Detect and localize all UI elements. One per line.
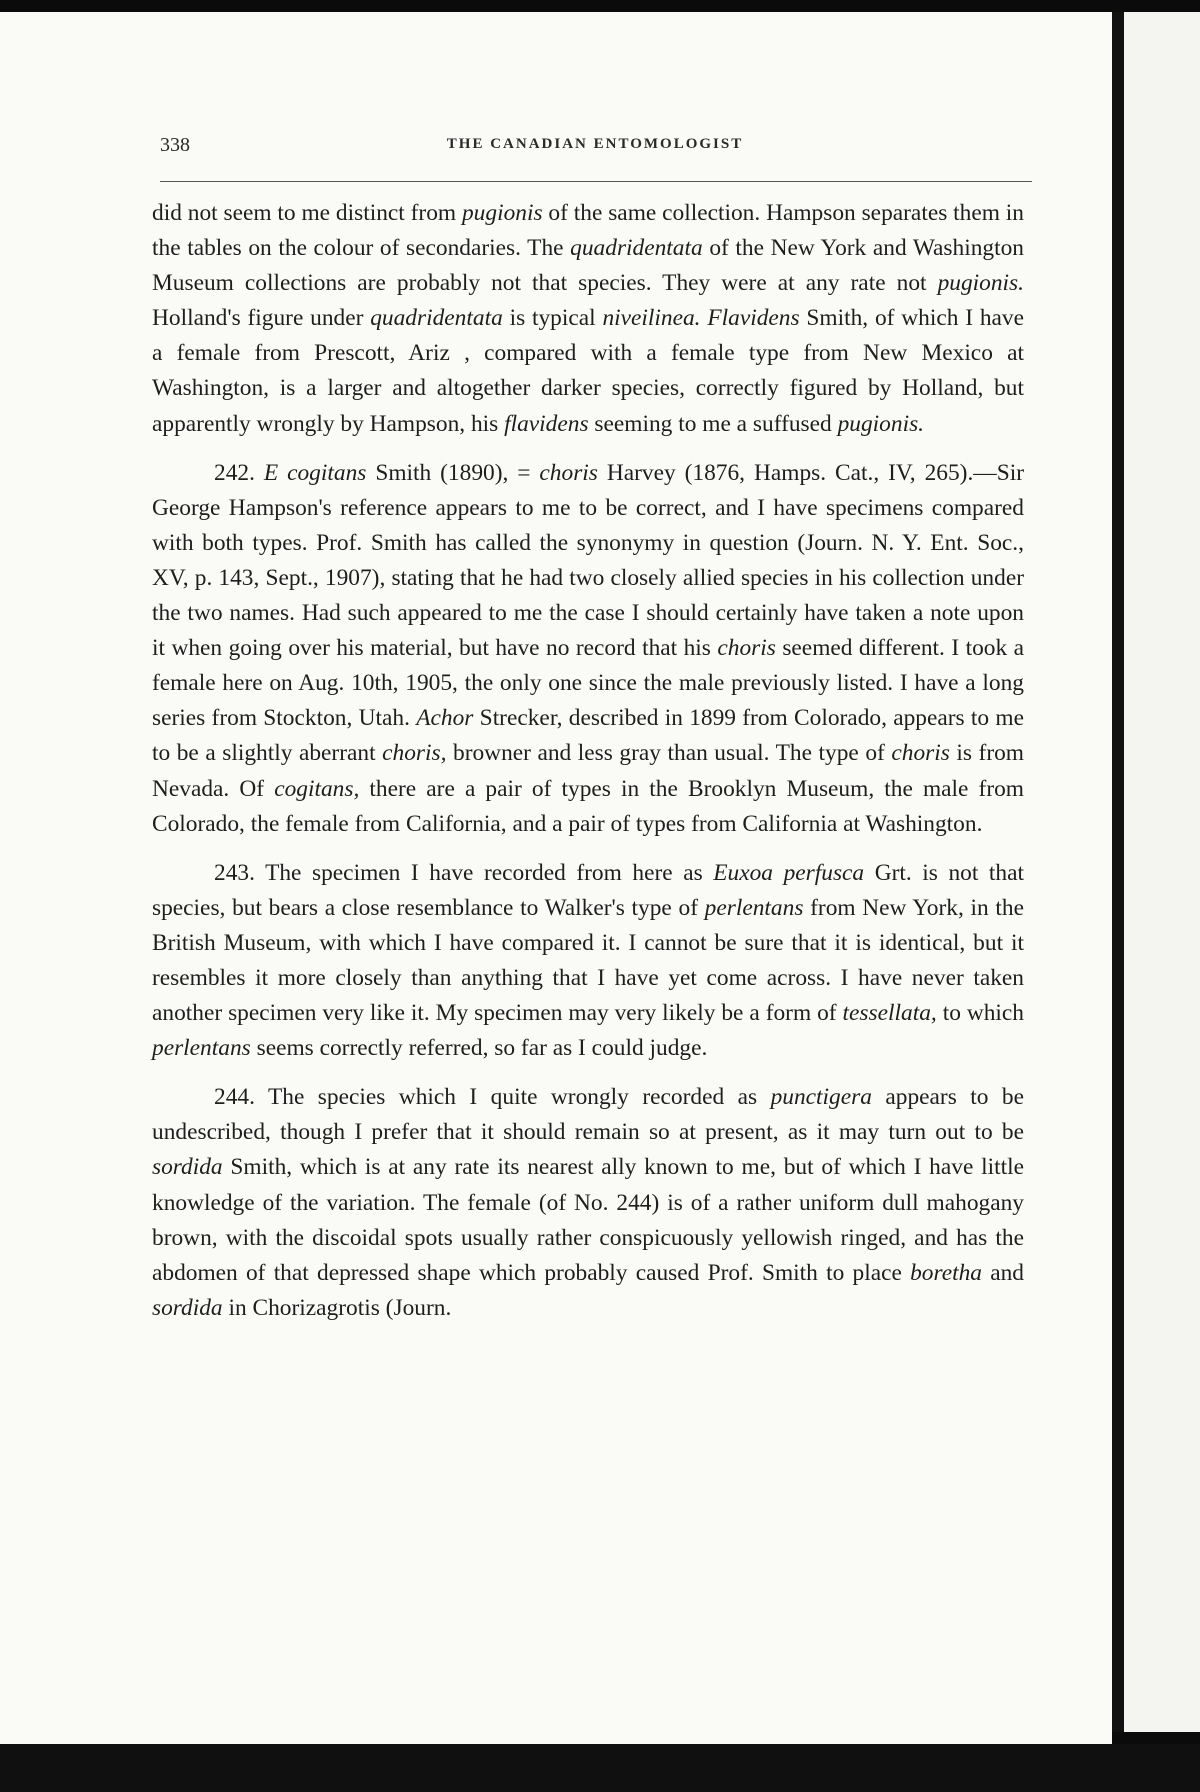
text-run: Strecker, described in 1899 from Colorado, appears to me to be a slightly aberrant: [152, 705, 1024, 767]
text-run: browner and less gray than usual. The type of: [446, 740, 892, 767]
italic-term: Flavidens: [707, 305, 800, 332]
italic-term: flavidens: [504, 410, 589, 437]
italic-term: tessellata,: [842, 1000, 937, 1027]
body-text: [152, 196, 1024, 1326]
text-run: 244. The species which I quite wrongly recorded as: [214, 1084, 771, 1111]
page-header: [160, 134, 1030, 164]
italic-term: boretha: [910, 1259, 982, 1286]
text-run: from New York, in the British Museum, with which I have compared it. I cannot be sure that it is identical, but it resembles it more closely than anything that I have yet come across. I have never taken another specimen very like it. My specimen may very likely be a form of: [152, 894, 1024, 1027]
italic-term: choris: [717, 635, 776, 662]
italic-term: quadridentata: [370, 305, 503, 332]
text-run: is typical: [502, 305, 603, 332]
text-run: 243. The specimen I have recorded from here as: [214, 859, 714, 886]
italic-term: choris,: [382, 740, 447, 767]
text-run: seemed different. I took a female here on Aug. 10th, 1905, the only one since the male previously listed. I have a long series from Stockton, Utah.: [152, 635, 1025, 732]
page-number: 338: [160, 134, 190, 156]
text-run: seeming to me a suffused: [588, 410, 838, 437]
text-run: Grt. is not that species, but bears a close resemblance to Walker's type of: [152, 859, 1024, 921]
adjacent-page-edge: [1112, 12, 1200, 1732]
paragraph-entry-243: [152, 856, 1024, 1067]
text-run: there are a pair of types in the Brooklyn Museum, the male from Colorado, the female from California, and a pair of types from California at Washington.: [152, 775, 1025, 837]
italic-term: quadridentata: [570, 235, 703, 262]
running-head: THE CANADIAN ENTOMOLOGIST: [446, 136, 744, 152]
text-run: seems correctly referred, so far as I could judge.: [250, 1035, 708, 1062]
text-run: of the same collection. Hampson separates them in the tables on the colour of secondaries. The: [152, 200, 1024, 262]
text-run: to which: [936, 1000, 1024, 1027]
italic-term: perlentans: [152, 1035, 251, 1062]
text-run: Harvey (1876, Hamps. Cat., IV, 265).—Sir George Hampson's reference appears to me to be correct, and I have specimens compared with both types. Prof. Smith has called the synonymy in question (Journ. N. Y. Ent. Soc., XV, p. 143, Sept., 1907), stating that he had two closely allied species in his collection under the two names. Had such appeared to me the case I should certainly have taken a note upon it when going over his material, but have no record that his: [152, 459, 1024, 662]
paragraph-entry-244: [152, 1080, 1024, 1326]
text-run: is from Nevada. Of: [152, 740, 1024, 802]
text-run: did not seem to me distinct from: [152, 200, 462, 226]
italic-term: choris: [891, 740, 950, 767]
italic-term: pugionis: [461, 200, 543, 226]
text-run: 242.: [214, 459, 264, 486]
italic-term: punctigera: [770, 1084, 872, 1111]
italic-term: pugionis.: [837, 410, 925, 437]
paragraph-entry-242: [152, 456, 1024, 842]
text-run: Smith, which is at any rate its nearest ally known to me, but of which I have little knowledge of the variation. The female (of No. 244) is of a rather uniform dull mahogany brown, with the discoidal spots usually rather conspicuously yellowish ringed, and has the abdomen of that depressed shape which probably caused Prof. Smith to place: [152, 1154, 1024, 1286]
italic-term: Achor: [416, 705, 474, 732]
text-run: of the New York and Washington Museum collections are probably not that species. They were at any rate not: [152, 235, 1024, 297]
text-run: appears to be undescribed, though I prefer that it should remain so at present, as it may turn out to be: [152, 1084, 1024, 1146]
text-run: Smith (1890), =: [366, 459, 540, 486]
header-rule: [160, 181, 1032, 182]
italic-term: sordida: [152, 1154, 223, 1181]
italic-term: niveilinea.: [602, 305, 701, 332]
paragraph-continuation: [152, 196, 1024, 442]
italic-term: perlentans: [704, 894, 804, 921]
text-run: Smith, of which I have a female from Prescott, Ariz , compared with a female type from New Mexico at Washington, is a larger and altogether darker species, correctly figured by Holland, but apparently wrongly by Hampson, his: [152, 305, 1024, 437]
text-run: in Chorizagrotis (Journ.: [222, 1294, 452, 1321]
text-run: and: [981, 1259, 1024, 1286]
text-run: Holland's figure under: [152, 305, 371, 332]
italic-term: Euxoa perfusca: [713, 859, 865, 886]
italic-term: E cogitans: [263, 459, 367, 486]
scan-bottom-border: [0, 1744, 1200, 1792]
italic-term: choris: [539, 459, 598, 486]
italic-term: pugionis.: [937, 270, 1024, 297]
italic-term: cogitans,: [274, 775, 360, 802]
italic-term: sordida: [152, 1294, 223, 1321]
